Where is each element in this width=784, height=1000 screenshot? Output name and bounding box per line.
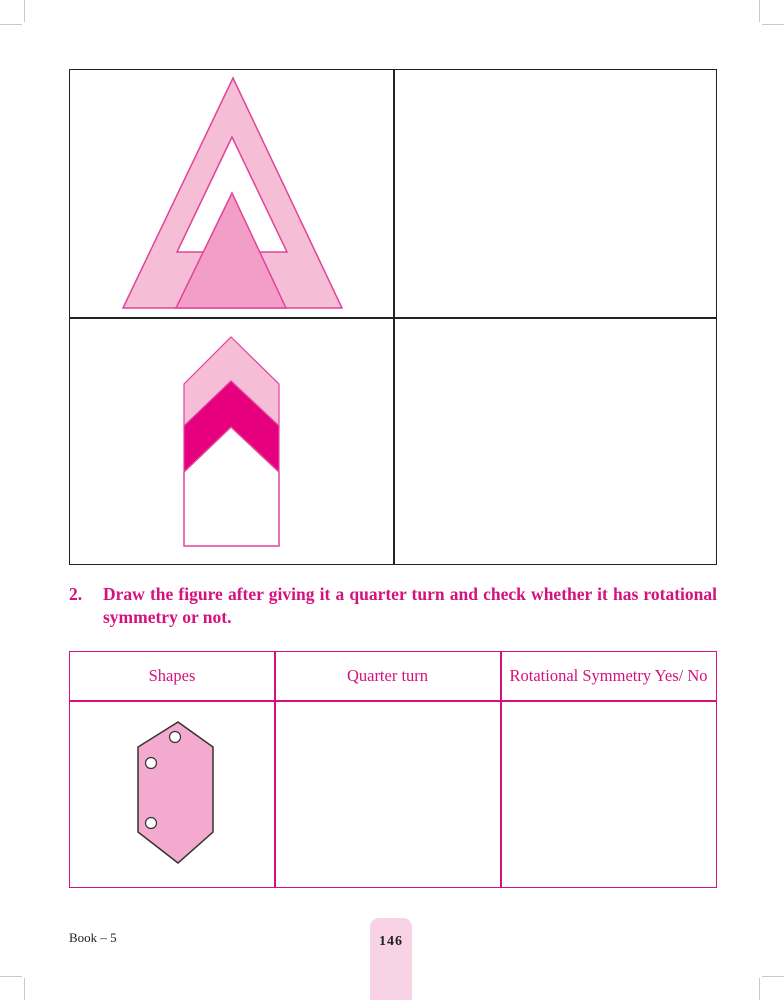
crop-mark-bottom-left-h <box>0 976 22 977</box>
book-label: Book – 5 <box>69 930 117 945</box>
header-rotational-symmetry: Rotational Symmetry Yes/ No <box>509 666 708 685</box>
page-number: 146 <box>379 934 403 949</box>
page-number-tab <box>370 918 412 1000</box>
crop-mark-top-right-h <box>762 24 784 25</box>
hexagon-shape <box>138 722 213 863</box>
table-header-divider <box>70 700 716 702</box>
figure-drawings <box>70 70 394 566</box>
crop-mark-top-left-h <box>0 24 22 25</box>
crop-mark-top-left-v <box>24 0 25 22</box>
question-2 <box>69 583 717 629</box>
chevron-arrow-figure <box>184 337 279 546</box>
question-text: Draw the figure after giving it a quarter turn and check whether it has rotational symmetry or not. <box>103 584 717 627</box>
crop-mark-bottom-right-h <box>762 976 784 977</box>
triangle-figure <box>123 78 342 308</box>
crop-mark-top-right-v <box>759 0 760 22</box>
answer-table <box>69 651 717 888</box>
hexagon-figure <box>130 718 220 868</box>
figure-grid <box>69 69 717 565</box>
hexagon-dot-left <box>146 758 157 769</box>
crop-mark-bottom-right-v <box>759 978 760 1000</box>
hexagon-dot-top <box>170 732 181 743</box>
header-quarter-turn: Quarter turn <box>346 666 429 685</box>
header-shapes: Shapes <box>148 666 196 685</box>
question-number: 2. <box>69 584 83 604</box>
hexagon-dot-bottom <box>146 818 157 829</box>
crop-mark-bottom-left-v <box>24 978 25 1000</box>
